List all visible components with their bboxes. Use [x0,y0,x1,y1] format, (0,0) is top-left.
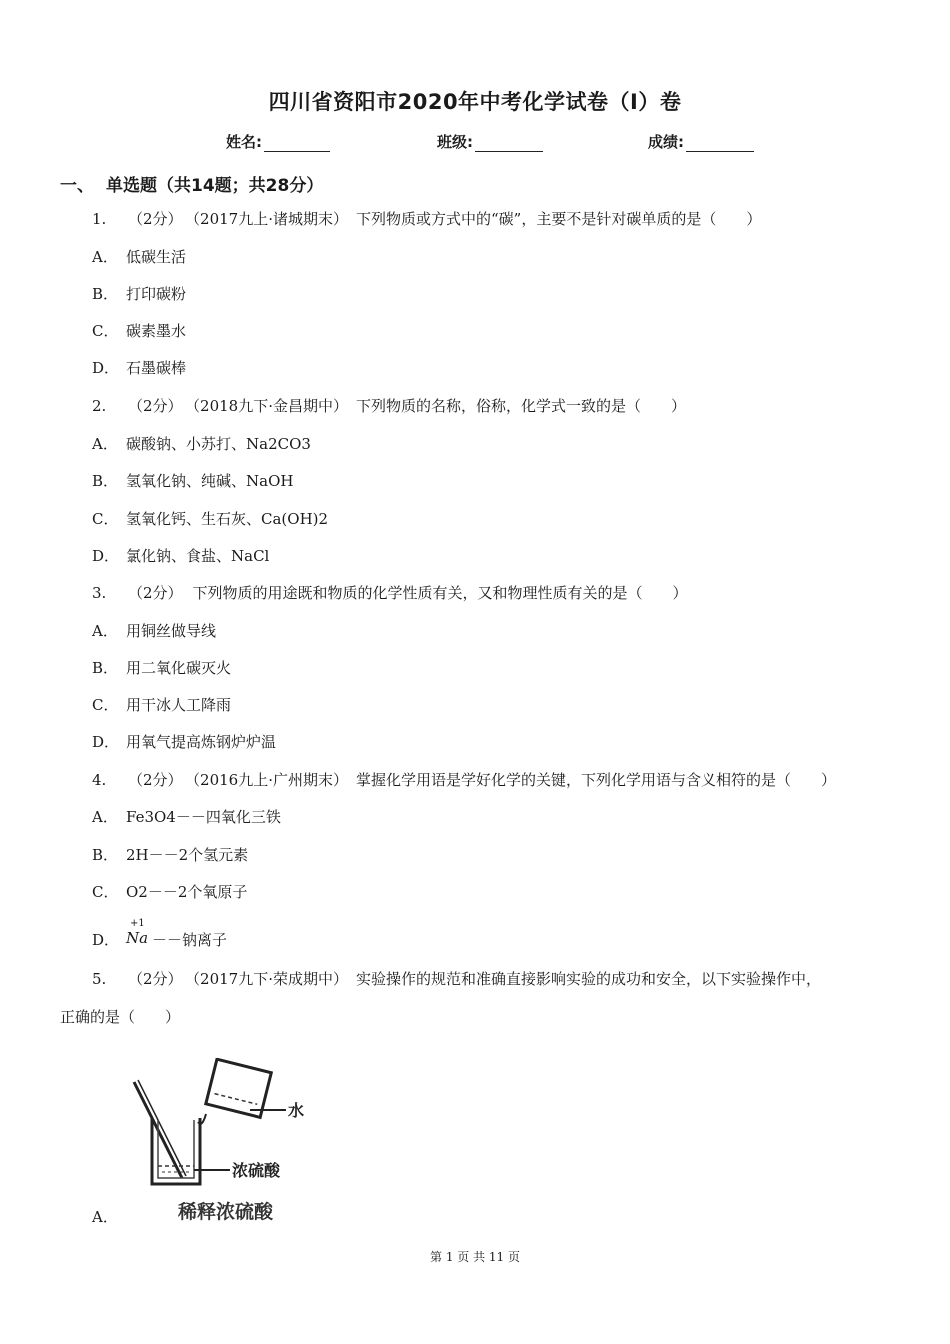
name-field [226,131,330,152]
option-letter: A． [92,248,118,266]
question-2-stem [92,395,686,416]
question-source: （2016九上·广州期末） [192,771,348,789]
question-4-stem [92,769,836,790]
option-letter: B． [92,659,119,677]
q2-option-a[interactable] [92,433,311,454]
q3-option-b[interactable] [92,657,231,678]
q3-option-c[interactable] [92,694,231,715]
option-text: 氯化钠、食盐、NaCl [126,547,270,565]
question-5-stem [92,968,892,989]
valence-superscript: +1 [130,918,145,929]
class-label: 班级: [437,133,473,151]
option-letter: B． [92,285,119,303]
option-letter: A． [92,435,118,453]
question-5-stem-cont [60,1006,180,1027]
question-source: （2018九下·金昌期中） [192,397,348,415]
question-source: （2017九上·诸城期末） [192,210,348,228]
q2-option-c[interactable] [92,508,328,529]
option-letter: C． [92,696,119,714]
question-text: 下列物质的名称，俗称，化学式一致的是（ ） [356,397,687,415]
option-text: －－钠离子 [152,931,228,949]
option-text: 氢氧化钙、生石灰、Ca(OH)2 [126,510,329,528]
option-text: 碳素墨水 [126,322,187,340]
q2-option-d[interactable] [92,545,269,566]
option-letter: B． [92,472,119,490]
option-letter: C． [92,883,119,901]
question-text: 下列物质或方式中的“碳”，主要不是针对碳单质的是（ ） [356,210,762,228]
question-text: 下列物质的用途既和物质的化学性质有关，又和物理性质有关的是（ ） [192,584,688,602]
score-field [648,131,754,152]
section-label: 单选题（共14题；共28分） [106,176,324,196]
question-text: 正确的是（ ） [60,1008,181,1026]
q5-option-a[interactable] [92,1206,126,1227]
q2-option-b[interactable] [92,470,293,491]
option-text: 2H－－2个氢元素 [126,846,249,864]
option-text: 用干冰人工降雨 [126,696,232,714]
q3-option-a[interactable] [92,620,216,641]
q1-option-b[interactable] [92,283,186,304]
question-source: （2017九下·荣成期中） [192,970,348,988]
option-text: 用铜丝做导线 [126,622,217,640]
question-number: 1. [92,210,107,228]
class-field [437,131,543,152]
dilution-figure-svg [122,1058,322,1228]
option-letter: A． [92,1208,118,1226]
page-footer: 第 1 页 共 11 页 [430,1250,520,1264]
glass-rod-edge [138,1080,186,1176]
element-symbol: Na [126,929,149,947]
option-text: 用二氧化碳灭火 [126,659,232,677]
option-letter: A． [92,622,118,640]
question-score: （2分） [128,970,183,988]
question-number: 4. [92,771,107,789]
option-letter: D． [92,931,120,949]
pouring-cup [206,1059,271,1117]
question-text: 实验操作的规范和准确直接影响实验的成功和安全，以下实验操作中， [356,970,822,988]
question-number: 3. [92,584,107,602]
question-text: 掌握化学用语是学好化学的关键，下列化学用语与含义相符的是（ ） [356,771,837,789]
option-text: 用氧气提高炼钢炉炉温 [126,733,277,751]
option-text: 氢氧化钠、纯碱、NaOH [126,472,294,490]
question-score: （2分） [128,397,183,415]
section-number: 一、 [60,176,94,196]
q1-option-a[interactable] [92,246,186,267]
option-letter: D． [92,359,120,377]
option-letter: B． [92,846,119,864]
dilution-figure [122,1058,322,1232]
option-letter: D． [92,547,120,565]
sodium-valence-symbol [126,918,152,948]
q1-option-c[interactable] [92,320,186,341]
q4-option-b[interactable] [92,844,248,865]
q1-option-d[interactable] [92,357,186,378]
question-number: 5. [92,970,107,988]
option-text: Fe3O4－－四氧化三铁 [126,808,281,826]
q4-option-a[interactable] [92,806,281,827]
figure-caption: 稀释浓硫酸 [178,1201,274,1223]
question-score: （2分） [128,584,183,602]
name-label: 姓名: [226,133,262,151]
question-score: （2分） [128,210,183,228]
question-1-stem [92,208,761,229]
question-3-stem [92,582,688,603]
score-blank[interactable] [686,137,754,152]
q4-option-d[interactable] [92,918,228,950]
option-text: 石墨碳棒 [126,359,187,377]
option-text: 碳酸钠、小苏打、Na2CO3 [126,435,311,453]
label-water: 水 [288,1101,305,1120]
option-letter: D． [92,733,120,751]
question-score: （2分） [128,771,183,789]
section-heading [60,171,323,196]
option-text: 打印碳粉 [126,285,187,303]
option-letter: A． [92,808,118,826]
question-number: 2. [92,397,107,415]
q3-option-d[interactable] [92,731,276,752]
q4-option-c[interactable] [92,881,247,902]
option-text: O2－－2个氧原子 [126,883,248,901]
option-letter: C． [92,322,119,340]
score-label: 成绩: [648,133,684,151]
class-blank[interactable] [475,137,543,152]
beaker-outline [152,1118,200,1184]
name-blank[interactable] [264,137,330,152]
option-letter: C． [92,510,119,528]
option-text: 低碳生活 [126,248,187,266]
page-title: 四川省资阳市2020年中考化学试卷（I）卷 [268,90,682,114]
label-acid: 浓硫酸 [232,1161,281,1180]
